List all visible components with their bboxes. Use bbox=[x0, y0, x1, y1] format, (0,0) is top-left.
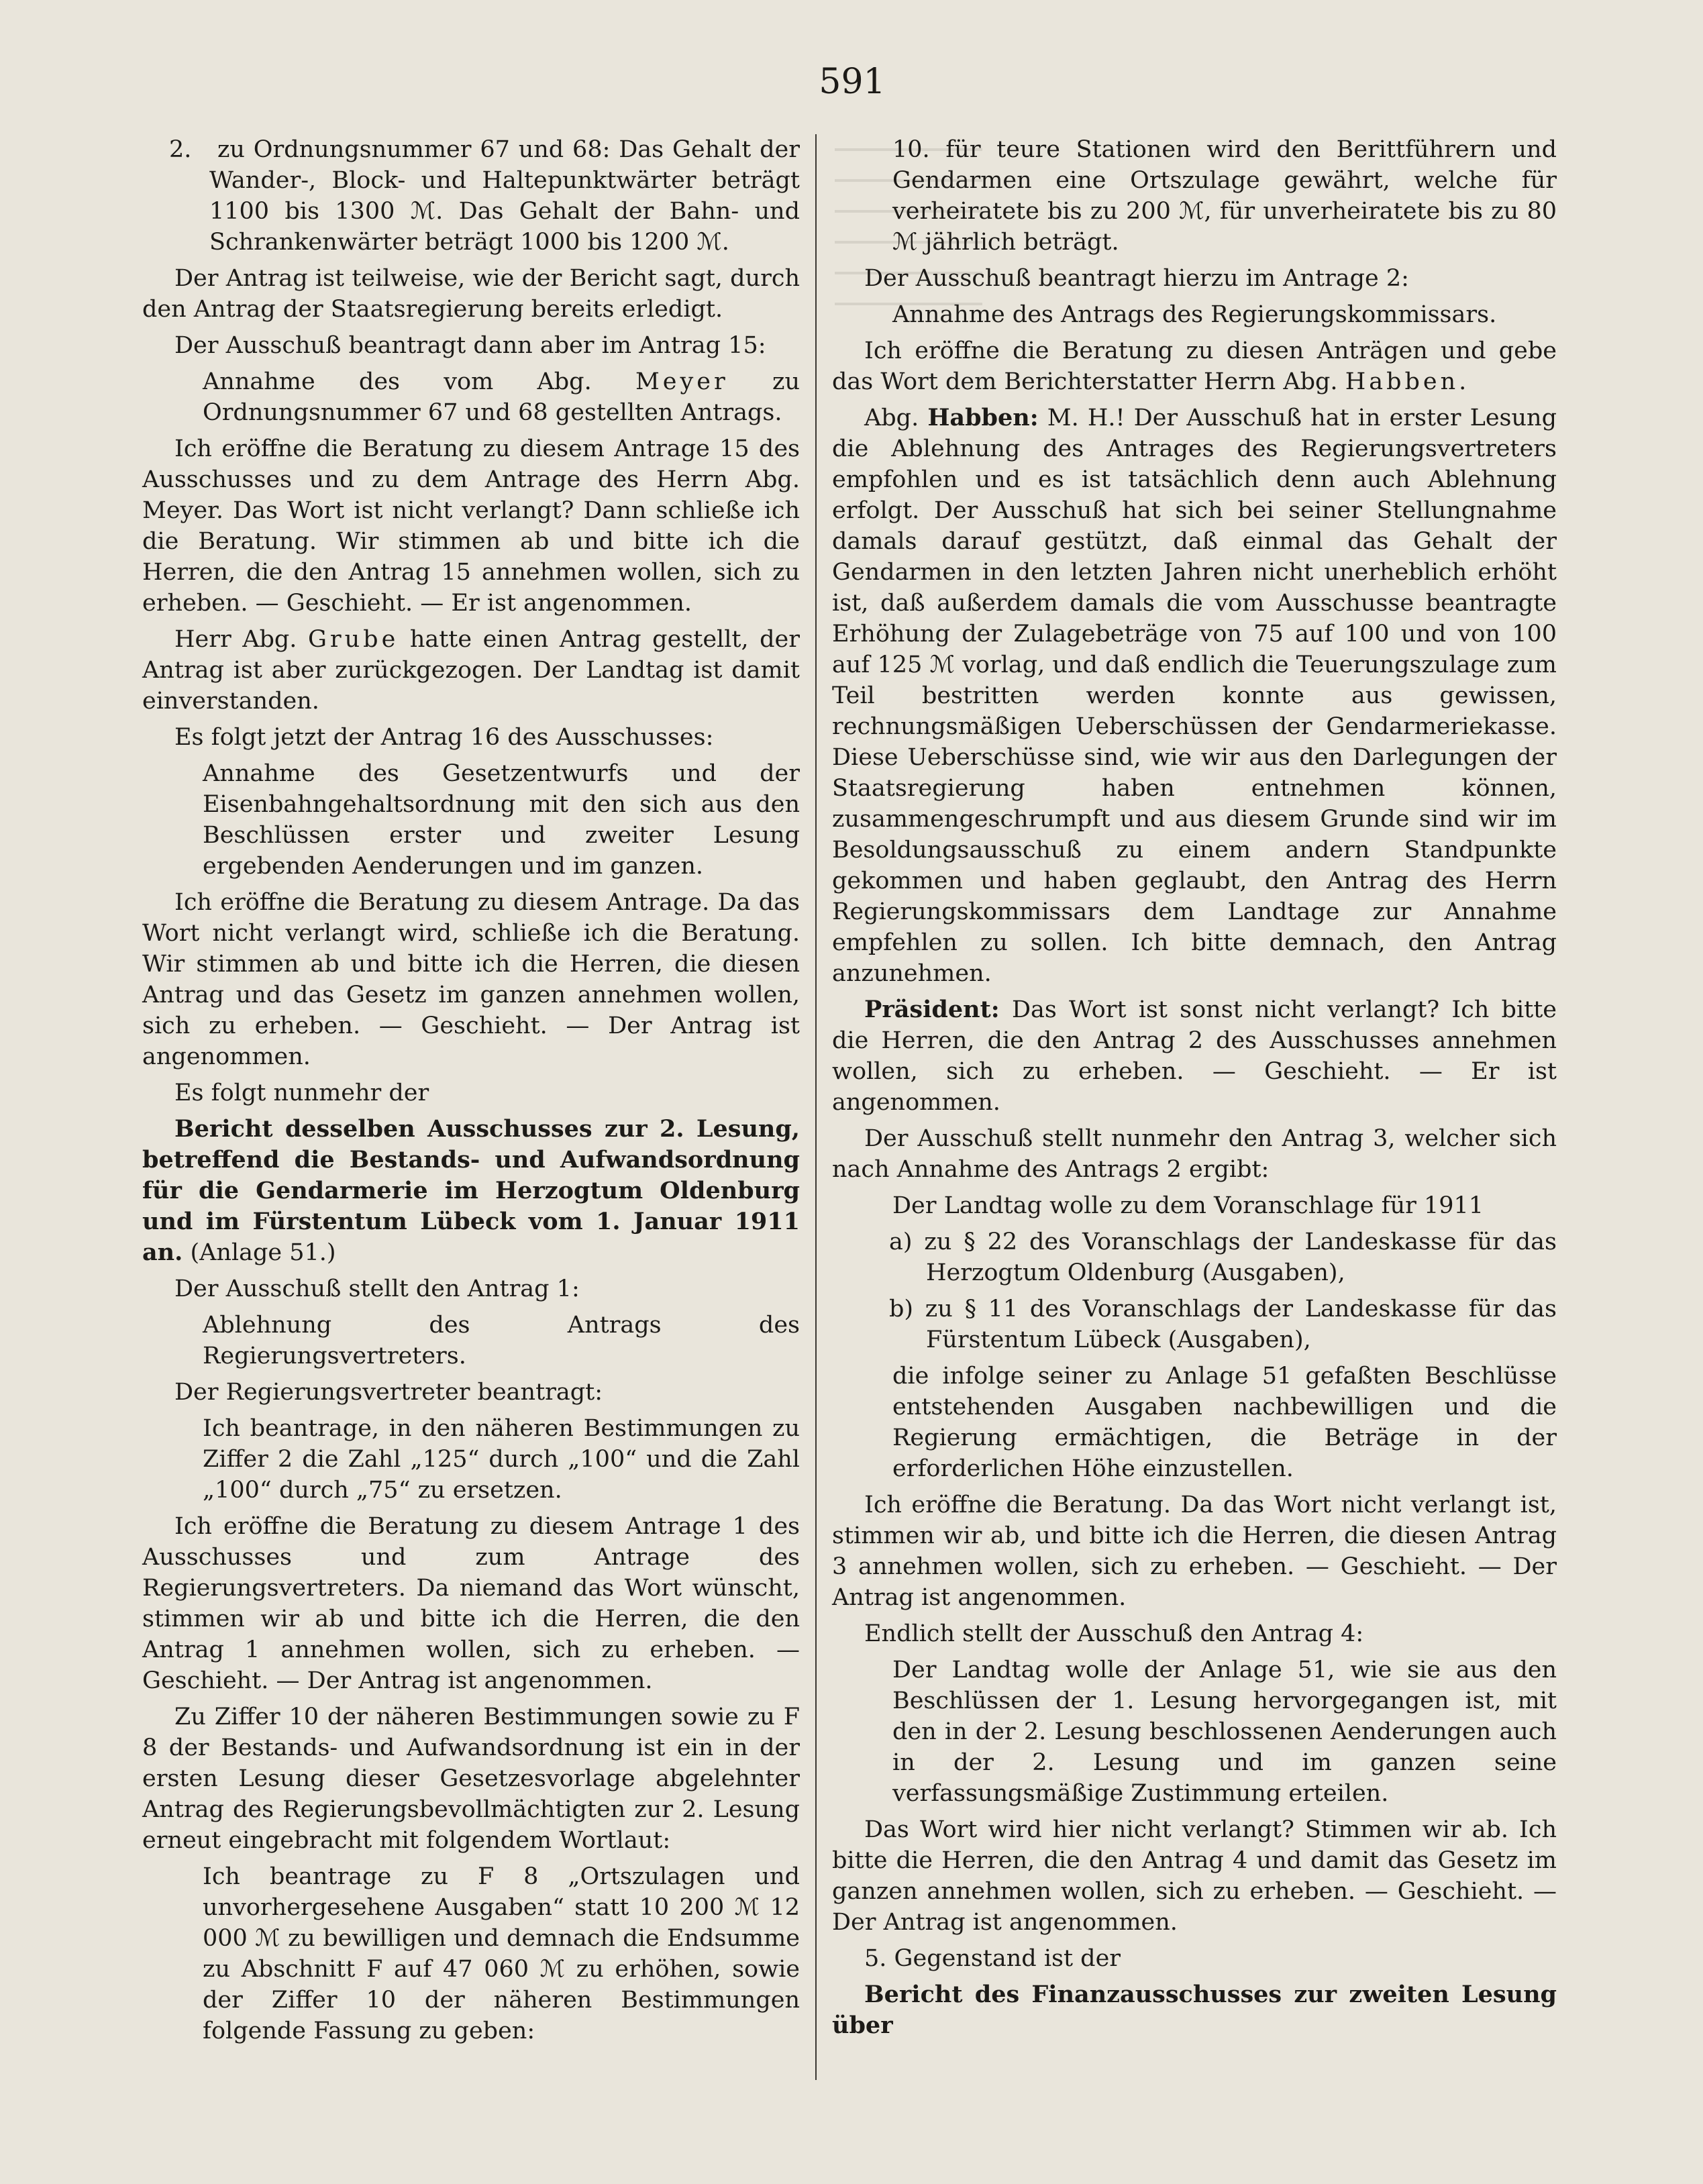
text-span: zu Ordnungsnummer 67 und 68 gestellten Antrags. bbox=[203, 368, 800, 426]
text-span: Abg. bbox=[864, 405, 919, 431]
list-number: 2. bbox=[169, 136, 192, 163]
paragraph: Zu Ziffer 10 der näheren Bestimmungen sowie zu F 8 der Bestands- und Aufwandsordnung ist ein in der ersten Lesung dieser Gesetzesvorlage abgelehnter Antrag des Regierungsbevollmächtigten zur 2. Lesung erneut eingebracht mit folgendem Wortlaut: bbox=[142, 1704, 800, 1854]
motion-quote bbox=[203, 366, 800, 428]
text-span: Herr Abg. bbox=[174, 626, 297, 653]
motion-quote: Der Landtag wolle zu dem Voranschlage für 1911 bbox=[892, 1192, 1484, 1219]
motion-quote: 10. für teure Stationen wird den Berittführern und Gendarmen eine Ortszulage gewährt, welche für verheiratete bis zu 200 ℳ, für unverheiratete bis zu 80 ℳ jährlich beträgt. bbox=[892, 136, 1557, 256]
motion-item-a: a) zu § 22 des Voranschlags der Landeskasse für das Herzogtum Oldenburg (Ausgaben), bbox=[889, 1229, 1557, 1286]
paragraph: Der Ausschuß beantragt hierzu im Antrage 2: bbox=[864, 265, 1409, 292]
name-spaced: Meyer bbox=[635, 368, 729, 395]
paragraph: Ich eröffne die Beratung. Da das Wort nicht verlangt ist, stimmen wir ab, und bitte ich die Herren, die diesen Antrag 3 annehmen wollen, sich zu erheben. — Geschieht. — Der Antrag ist angenommen. bbox=[832, 1492, 1557, 1611]
paragraph: Ich eröffne die Beratung zu diesem Antrage 15 des Ausschusses und zu dem Antrage des Herrn Abg. Meyer. Das Wort ist nicht verlangt? Dann schließe ich die Beratung. Wir stimmen ab und bitte ich die Herren, die den Antrag 15 annehmen wollen, sich zu erheben. — Geschieht. — Er ist angenommen. bbox=[142, 435, 800, 617]
speech-habben bbox=[832, 403, 1557, 989]
paragraph: Es folgt nunmehr der bbox=[174, 1080, 429, 1106]
name-spaced: Habben. bbox=[1345, 368, 1470, 395]
motion-quote: die infolge seiner zu Anlage 51 gefaßten Beschlüsse entstehenden Ausgaben nachbewilligen und die Regierung ermächtigen, die Beträge in der erforderlichen Höhe einzustellen. bbox=[892, 1363, 1557, 1482]
heading-tail: (Anlage 51.) bbox=[190, 1239, 336, 1266]
right-column bbox=[832, 134, 1557, 2046]
paragraph bbox=[832, 335, 1557, 397]
paragraph: Der Antrag ist teilweise, wie der Bericht sagt, durch den Antrag der Staatsregierung bereits erledigt. bbox=[142, 265, 800, 323]
text-span: Ich eröffne die Beratung zu diesen Anträgen und gebe das Wort dem Berichterstatter Herrn Abg. bbox=[832, 337, 1557, 395]
paragraph: Ich eröffne die Beratung zu diesem Antrage. Da das Wort nicht verlangt wird, schließe ich die Beratung. Wir stimmen ab und bitte ich die Herren, die diesen Antrag und das Gesetz im ganzen annehmen wollen, sich zu erheben. — Geschieht. — Der Antrag ist angenommen. bbox=[142, 889, 800, 1070]
motion-quote: Ich beantrage, in den näheren Bestimmungen zu Ziffer 2 die Zahl „125“ durch „100“ und die Zahl „100“ durch „75“ zu ersetzen. bbox=[203, 1415, 800, 1504]
left-column bbox=[142, 134, 800, 2052]
text-span: Annahme des vom Abg. bbox=[203, 368, 592, 395]
list-text: zu Ordnungsnummer 67 und 68: Das Gehalt der Wander-, Block- und Haltepunktwärter beträgt 1100 bis 1300 ℳ. Das Gehalt der Bahn- und Schrankenwärter beträgt 1000 bis 1200 ℳ. bbox=[209, 136, 800, 256]
column-divider bbox=[815, 134, 817, 2080]
paragraph: 5. Gegenstand ist der bbox=[864, 1945, 1121, 1972]
paragraph: Der Ausschuß stellt nunmehr den Antrag 3, welcher sich nach Annahme des Antrags 2 ergibt: bbox=[832, 1125, 1557, 1183]
name-spaced: Grube bbox=[307, 626, 399, 653]
paragraph: Ich eröffne die Beratung zu diesem Antrage 1 des Ausschusses und zum Antrage des Regierungsvertreters. Da niemand das Wort wünscht, stimmen wir ab und bitte ich die Herren, die den Antrag 1 annehmen wollen, sich zu erheben. — Geschieht. — Der Antrag ist angenommen. bbox=[142, 1513, 800, 1694]
report-heading: Bericht des Finanzausschusses zur zweiten Lesung über bbox=[832, 1981, 1557, 2039]
report-heading bbox=[142, 1114, 800, 1268]
motion-quote: Der Landtag wolle der Anlage 51, wie sie aus den Beschlüssen der 1. Lesung hervorgegangen ist, mit den in der 2. Lesung beschlossenen Aenderungen auch in der 2. Lesung und im ganzen seine verfassungsmäßige Zustimmung erteilen. bbox=[892, 1657, 1557, 1807]
speech-president bbox=[832, 994, 1557, 1118]
motion-quote: Annahme des Gesetzentwurfs und der Eisenbahngehaltsordnung mit den sich aus den Beschlüssen erster und zweiter Lesung ergebenden Aenderungen und im ganzen. bbox=[203, 760, 800, 880]
page-number: 591 bbox=[819, 62, 886, 102]
text-span: M. H.! Der Ausschuß hat in erster Lesung die Ablehnung des Antrages des Regierungsvertreters empfohlen und es ist tatsächlich denn auch Ablehnung erfolgt. Der Ausschuß hat sich bei seiner Stellungnahme damals darauf gestützt, daß einmal das Gehalt der Gendarmen in den letzten Jahren nicht unerheblich erhöht ist, daß außerdem damals die vom Ausschusse beantragte Erhöhung der Zulagebeträge von 75 auf 100 und von 100 auf 125 ℳ vorlag, und daß endlich die Teuerungszulage zum Teil bestritten werden konnte aus gewissen, rechnungsmäßigen Ueberschüssen der Gendarmeriekasse. Diese Ueberschüsse sind, wie wir aus den Darlegungen der Staatsregierung haben entnehmen können, zusammengeschrumpft und aus diesem Grunde sind wir im Besoldungsausschuß zu einem andern Standpunkte gekommen und haben geglaubt, den Antrag des Herrn Regierungskommissars dem Landtage zur Annahme empfehlen zu sollen. Ich bitte demnach, den Antrag anzunehmen. bbox=[832, 405, 1557, 987]
list-item-2 bbox=[169, 134, 800, 258]
paragraph: Der Ausschuß stellt den Antrag 1: bbox=[174, 1276, 580, 1302]
motion-quote: Ich beantrage zu F 8 „Ortszulagen und unvorhergesehene Ausgaben“ statt 10 200 ℳ 12 000 ℳ zu bewilligen und demnach die Endsumme zu Abschnitt F auf 47 060 ℳ zu erhöhen, sowie der Ziffer 10 der näheren Bestimmungen folgende Fassung zu geben: bbox=[203, 1863, 800, 2044]
paragraph: Der Regierungsvertreter beantragt: bbox=[174, 1379, 603, 1406]
motion-item-b: b) zu § 11 des Voranschlags der Landeskasse für das Fürstentum Lübeck (Ausgaben), bbox=[889, 1296, 1557, 1353]
speaker-name: Präsident: bbox=[864, 996, 1000, 1023]
paragraph: Der Ausschuß beantragt dann aber im Antrag 15: bbox=[174, 332, 766, 359]
heading-bold: Bericht desselben Ausschusses zur 2. Lesung, betreffend die Bestands- und Aufwandsordnung für die Gendarmerie im Herzogtum Oldenburg und im Fürstentum Lübeck vom 1. Januar 1911 an. bbox=[142, 1115, 800, 1266]
paragraph: Es folgt jetzt der Antrag 16 des Ausschusses: bbox=[174, 724, 714, 751]
paragraph: Endlich stellt der Ausschuß den Antrag 4: bbox=[864, 1620, 1364, 1647]
paragraph: Das Wort wird hier nicht verlangt? Stimmen wir ab. Ich bitte die Herren, die den Antrag 4 und damit das Gesetz im ganzen annehmen wollen, sich zu erheben. — Geschieht. — Der Antrag ist angenommen. bbox=[832, 1816, 1557, 1936]
text-span: hatte einen Antrag gestellt, der Antrag ist aber zurückgezogen. Der Landtag ist damit einverstanden. bbox=[142, 626, 800, 715]
paragraph bbox=[142, 624, 800, 717]
text-span: Das Wort ist sonst nicht verlangt? Ich bitte die Herren, die den Antrag 2 des Ausschusses annehmen wollen, sich zu erheben. — Geschieht. — Er ist angenommen. bbox=[832, 996, 1557, 1116]
motion-quote: Ablehnung des Antrags des Regierungsvertreters. bbox=[203, 1312, 800, 1369]
speaker-name: Habben: bbox=[927, 404, 1039, 431]
motion-quote: Annahme des Antrags des Regierungskommissars. bbox=[892, 301, 1497, 328]
